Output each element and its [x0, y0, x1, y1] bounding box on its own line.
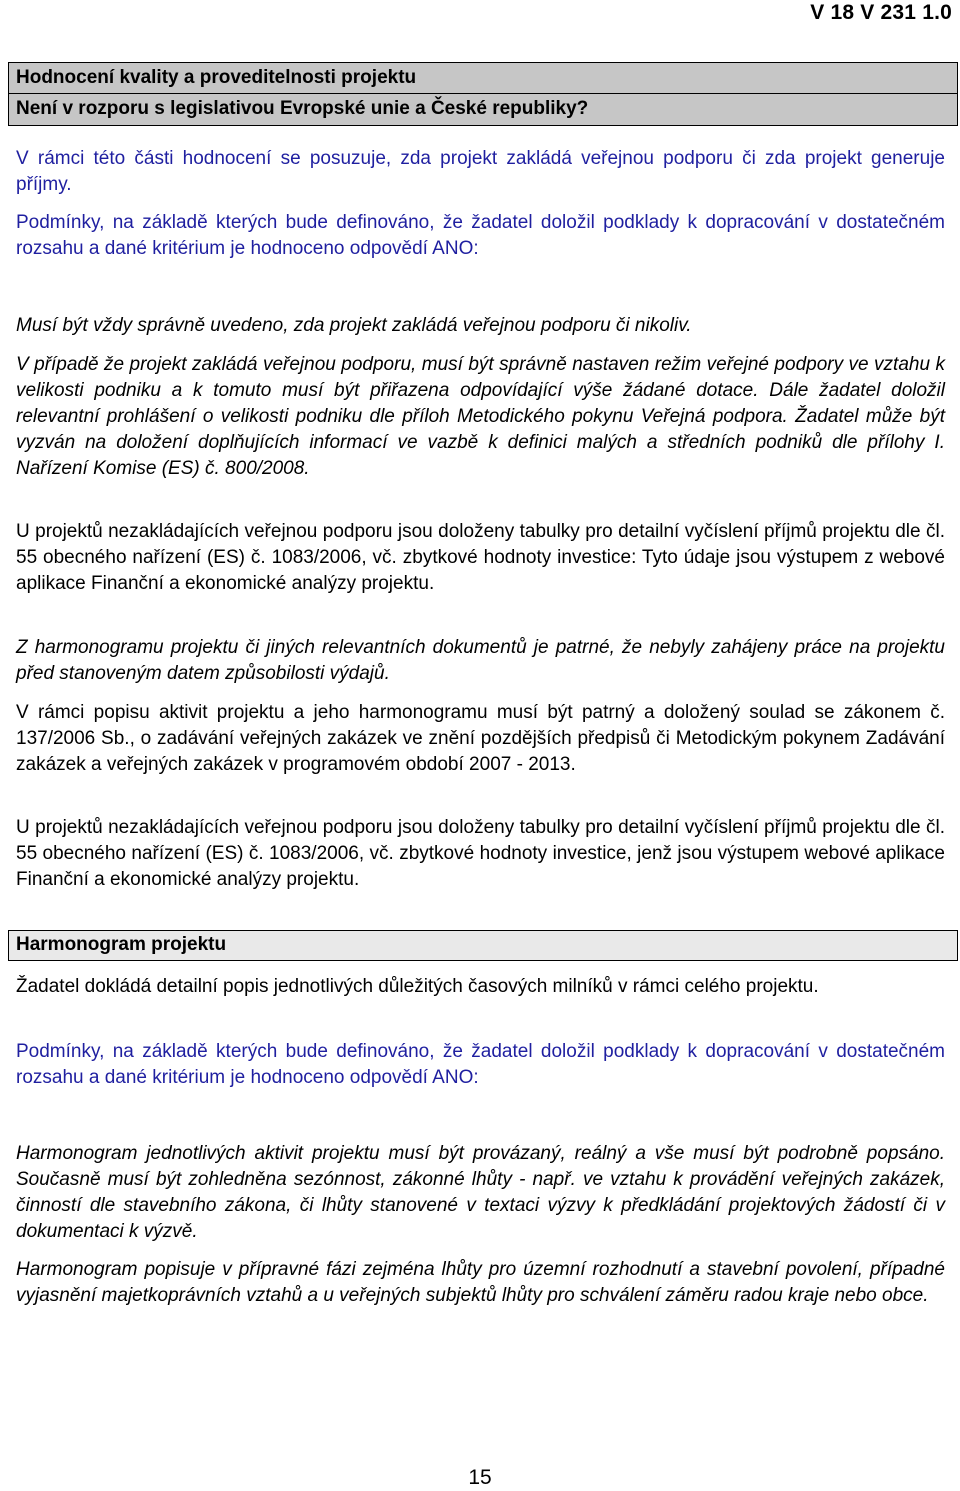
s2-intro-paragraph: Žadatel dokládá detailní popis jednotlivých důležitých časových milníků v rámci celého projektu.: [16, 976, 819, 997]
s2-paragraph-1: Harmonogram jednotlivých aktivit projektu musí být provázaný, reálný a vše musí být podrobně popsáno. Současně musí být zohledněna sezónnost, zákonné lhůty - např. ve vztahu k provádění veřejných zakázek, činností dle stavebního zákona, či lhůty stanovené v textaci výzvy k předkládání projektových žádostí či v dokumentaci k výzvě.: [16, 1143, 945, 1242]
s1-paragraph-6: U projektů nezakládajících veřejnou podporu jsou doloženy tabulky pro detailní vyčíslení příjmů projektu dle čl. 55 obecného nařízení (ES) č. 1083/2006, vč. zbytkové hodnoty investice, jenž jsou výstupem webové aplikace Finanční a ekonomické analýzy projektu.: [16, 817, 945, 890]
s1-paragraph-5: V rámci popisu aktivit projektu a jeho harmonogramu musí být patrný a doložený soulad se zákonem č. 137/2006 Sb., o zadávání veřejných zakázek ve znění pozdějších předpisů či Metodickým pokynem Zadávání zakázek a veřejných zakázek v programovém období 2007 - 2013.: [16, 702, 945, 775]
s1-paragraph-2: V případě že projekt zakládá veřejnou podporu, musí být správně nastaven režim veřejné podpory ve vztahu k velikosti podniku a k tomuto musí být přiřazena odpovídající výše žádané dotace. Dále žadatel doložil relevantní prohlášení o velikosti podniku dle příloh Metodického pokynu Veřejná podpora. Žadatel může být vyzván na doložení doplňujících informací ve vazbě k definici malých a středních podniků dle přílohy I. Nařízení Komise (ES) č. 800/2008.: [16, 354, 945, 479]
s2-paragraph-2: Harmonogram popisuje v přípravné fázi zejména lhůty pro územní rozhodnutí a stavební povolení, případné vyjasnění majetkoprávních vztahů a u veřejných subjektů lhůty pro schválení záměru radou kraje nebo obce.: [16, 1259, 945, 1306]
section-title: Hodnocení kvality a proveditelnosti projektu: [9, 63, 957, 94]
s1-paragraph-1: Musí být vždy správně uvedeno, zda projekt zakládá veřejnou podporu či nikoliv.: [16, 315, 692, 336]
s1-paragraph-4: Z harmonogramu projektu či jiných relevantních dokumentů je patrné, že nebyly zahájeny práce na projektu před stanoveným datem způsobilosti výdajů.: [16, 637, 945, 684]
s1-paragraph-3: U projektů nezakládajících veřejnou podporu jsou doloženy tabulky pro detailní vyčíslení příjmů projektu dle čl. 55 obecného nařízení (ES) č. 1083/2006, vč. zbytkové hodnoty investice: Tyto údaje jsou výstupem z webové aplikace Finanční a ekonomické analýzy projektu.: [16, 521, 945, 594]
s1-conditions-paragraph: Podmínky, na základě kterých bude definováno, že žadatel doložil podklady k dopracování v dostatečném rozsahu a dané kritérium je hodnoceno odpovědí ANO:: [16, 212, 945, 259]
section-question: Není v rozporu s legislativou Evropské unie a České republiky?: [9, 94, 957, 125]
section-header-schedule: [8, 930, 958, 961]
section-header-quality: [8, 62, 958, 126]
page-number: 15: [468, 1466, 492, 1489]
document-code: V 18 V 231 1.0: [810, 1, 952, 24]
s1-intro-paragraph: V rámci této části hodnocení se posuzuje, zda projekt zakládá veřejnou podporu či zda projekt generuje příjmy.: [16, 148, 945, 195]
s2-conditions-paragraph: Podmínky, na základě kterých bude definováno, že žadatel doložil podklady k dopracování v dostatečném rozsahu a dané kritérium je hodnoceno odpovědí ANO:: [16, 1041, 945, 1088]
section-title: Harmonogram projektu: [9, 931, 957, 960]
